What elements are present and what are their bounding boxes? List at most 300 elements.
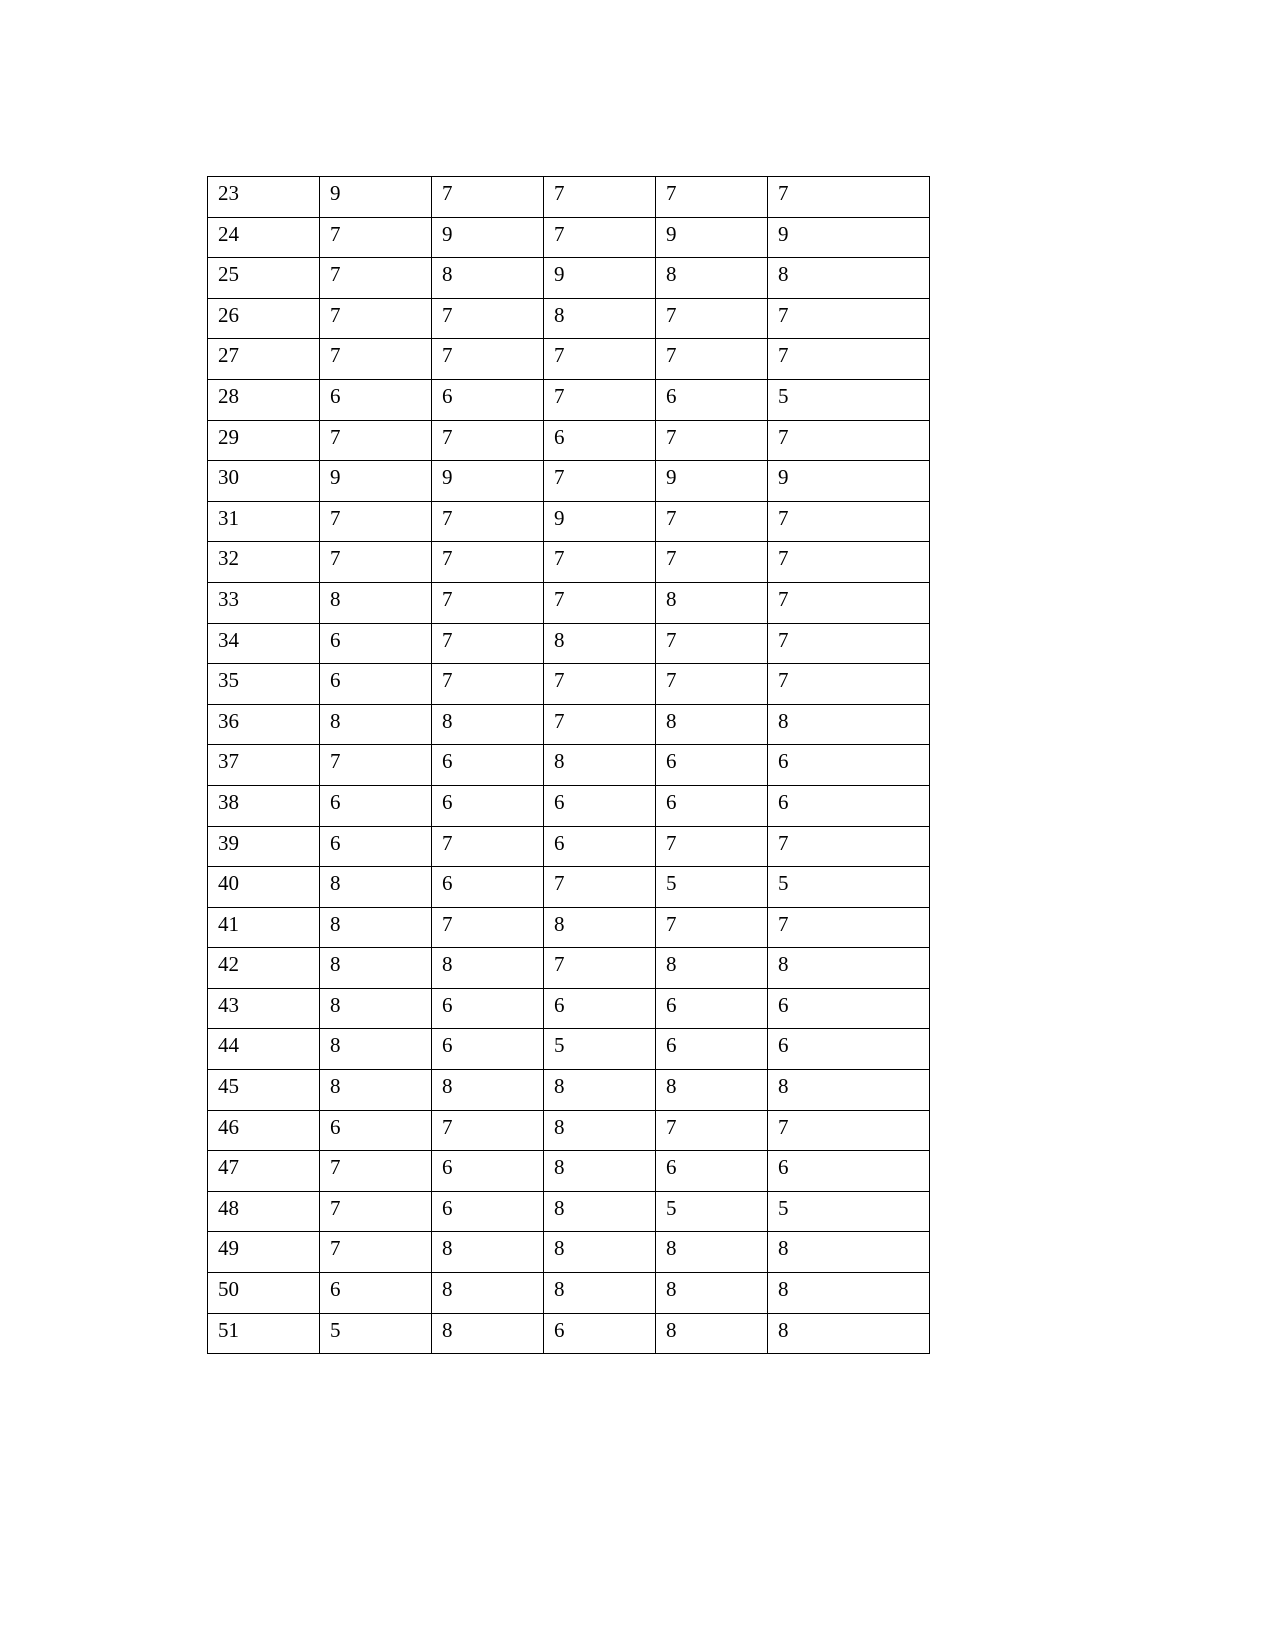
row-id-cell [208,217,320,258]
score-cell [768,948,930,989]
score-cell [544,988,656,1029]
cell-value: 43 [218,992,239,1017]
cell-value: 7 [330,546,341,571]
cell-value: 7 [554,952,565,977]
cell-value: 8 [666,952,677,977]
cell-value: 6 [442,992,453,1017]
row-id-cell [208,542,320,583]
score-cell [656,745,768,786]
score-cell [544,867,656,908]
score-cell [544,664,656,705]
cell-value: 8 [442,1277,453,1302]
cell-value: 7 [442,505,453,530]
score-cell [768,582,930,623]
score-cell [768,298,930,339]
cell-value: 7 [778,830,789,855]
cell-value: 8 [554,1277,565,1302]
score-cell [768,217,930,258]
cell-value: 7 [778,181,789,205]
score-cell [768,704,930,745]
cell-value: 5 [778,383,789,408]
cell-value: 8 [442,262,453,287]
row-id-cell [208,379,320,420]
score-cell [656,298,768,339]
cell-value: 8 [666,1277,677,1302]
score-cell [656,826,768,867]
cell-value: 7 [330,262,341,287]
score-cell [656,623,768,664]
cell-value: 7 [778,343,789,368]
cell-value: 36 [218,708,239,733]
row-id-cell [208,177,320,218]
score-cell [768,1273,930,1314]
row-id-cell [208,1232,320,1273]
cell-value: 7 [666,627,677,652]
score-cell [768,785,930,826]
cell-value: 8 [330,871,341,896]
score-cell [320,420,432,461]
row-id-cell [208,826,320,867]
score-cell [768,1029,930,1070]
table-row [208,582,930,623]
cell-value: 7 [778,911,789,936]
row-id-cell [208,1191,320,1232]
table-row [208,339,930,380]
cell-value: 8 [778,708,789,733]
score-cell [432,420,544,461]
cell-value: 9 [554,262,565,287]
score-cell [432,785,544,826]
score-cell [320,258,432,299]
score-cell [432,1191,544,1232]
cell-value: 49 [218,1236,239,1261]
cell-value: 33 [218,586,239,611]
cell-value: 8 [330,586,341,611]
cell-value: 7 [442,1114,453,1139]
cell-value: 6 [554,424,565,449]
score-cell [768,988,930,1029]
score-cell [768,1313,930,1354]
score-cell [656,1110,768,1151]
score-cell [544,785,656,826]
cell-value: 8 [554,1074,565,1099]
table-row [208,1110,930,1151]
cell-value: 9 [330,465,341,490]
table-row [208,867,930,908]
cell-value: 9 [666,465,677,490]
cell-value: 7 [666,911,677,936]
score-cell [656,1029,768,1070]
cell-value: 8 [778,1074,789,1099]
score-cell [768,664,930,705]
score-cell [768,867,930,908]
score-cell [544,1313,656,1354]
score-cell [544,704,656,745]
cell-value: 7 [554,221,565,246]
table-row [208,1232,930,1273]
score-cell [432,582,544,623]
score-cell [656,785,768,826]
table-row [208,745,930,786]
row-id-cell [208,988,320,1029]
score-cell [656,379,768,420]
score-cell [656,1232,768,1273]
score-cell [768,501,930,542]
cell-value: 9 [330,181,341,205]
score-cell [432,1151,544,1192]
score-cell [544,826,656,867]
cell-value: 47 [218,1155,239,1180]
score-cell [320,988,432,1029]
score-cell [432,745,544,786]
cell-value: 8 [554,302,565,327]
score-cell [544,582,656,623]
cell-value: 6 [442,383,453,408]
cell-value: 5 [666,1195,677,1220]
score-cell [544,258,656,299]
table-row [208,177,930,218]
cell-value: 9 [666,221,677,246]
cell-value: 7 [666,505,677,530]
cell-value: 7 [442,586,453,611]
cell-value: 46 [218,1114,239,1139]
score-cell [768,907,930,948]
cell-value: 9 [778,221,789,246]
score-cell [544,217,656,258]
cell-value: 6 [442,749,453,774]
score-cell [320,1273,432,1314]
cell-value: 7 [778,668,789,693]
cell-value: 7 [666,546,677,571]
score-cell [544,948,656,989]
cell-value: 8 [442,1317,453,1342]
cell-value: 7 [554,668,565,693]
score-cell [320,339,432,380]
score-cell [544,542,656,583]
score-cell [320,785,432,826]
cell-value: 7 [330,749,341,774]
cell-value: 7 [666,830,677,855]
cell-value: 7 [442,546,453,571]
cell-value: 7 [666,343,677,368]
cell-value: 7 [442,302,453,327]
score-cell [432,704,544,745]
score-cell [320,948,432,989]
score-cell [320,704,432,745]
row-id-cell [208,298,320,339]
score-cell [432,461,544,502]
score-cell [768,1191,930,1232]
score-cell [432,542,544,583]
row-id-cell [208,1313,320,1354]
cell-value: 8 [554,1236,565,1261]
cell-value: 8 [554,1155,565,1180]
score-cell [320,379,432,420]
cell-value: 7 [442,668,453,693]
table-row [208,988,930,1029]
table-row [208,420,930,461]
score-cell [320,867,432,908]
cell-value: 9 [442,465,453,490]
cell-value: 44 [218,1033,239,1058]
score-cell [768,420,930,461]
cell-value: 50 [218,1277,239,1302]
score-cell [320,1029,432,1070]
cell-value: 8 [778,1236,789,1261]
table-row [208,664,930,705]
score-cell [320,542,432,583]
score-cell [320,907,432,948]
row-id-cell [208,745,320,786]
cell-value: 7 [554,708,565,733]
cell-value: 31 [218,505,239,530]
cell-value: 5 [554,1033,565,1058]
cell-value: 42 [218,952,239,977]
score-cell [432,1273,544,1314]
cell-value: 32 [218,546,239,571]
table-row [208,542,930,583]
cell-value: 48 [218,1195,239,1220]
cell-value: 6 [442,1155,453,1180]
score-cell [656,1313,768,1354]
table-row [208,1151,930,1192]
score-cell [768,542,930,583]
cell-value: 5 [778,871,789,896]
cell-value: 7 [554,343,565,368]
score-cell [432,177,544,218]
cell-value: 45 [218,1074,239,1099]
cell-value: 8 [554,1114,565,1139]
cell-value: 8 [554,1195,565,1220]
cell-value: 39 [218,830,239,855]
score-cell [544,379,656,420]
cell-value: 6 [554,1317,565,1342]
cell-value: 7 [778,424,789,449]
score-cell [432,988,544,1029]
score-cell [320,1151,432,1192]
cell-value: 37 [218,749,239,774]
table-row [208,907,930,948]
score-cell [432,907,544,948]
cell-value: 9 [778,465,789,490]
score-cell [432,501,544,542]
score-cell [432,867,544,908]
cell-value: 8 [554,911,565,936]
cell-value: 5 [778,1195,789,1220]
score-cell [320,1191,432,1232]
table-row [208,1070,930,1111]
score-cell [656,258,768,299]
score-cell [320,1070,432,1111]
cell-value: 7 [778,1114,789,1139]
row-id-cell [208,258,320,299]
cell-value: 8 [330,1074,341,1099]
score-cell [432,1029,544,1070]
score-cell [656,420,768,461]
cell-value: 7 [330,1195,341,1220]
score-cell [656,704,768,745]
score-cell [432,298,544,339]
score-cell [656,948,768,989]
cell-value: 6 [330,668,341,693]
cell-value: 7 [442,343,453,368]
row-id-cell [208,1029,320,1070]
table-row [208,623,930,664]
cell-value: 6 [778,789,789,814]
table-row [208,785,930,826]
cell-value: 8 [778,1317,789,1342]
cell-value: 8 [778,952,789,977]
score-cell [544,1232,656,1273]
row-id-cell [208,867,320,908]
row-id-cell [208,1070,320,1111]
score-cell [544,1029,656,1070]
score-cell [544,298,656,339]
score-cell [544,1110,656,1151]
score-cell [656,664,768,705]
cell-value: 7 [778,505,789,530]
table-row [208,1029,930,1070]
cell-value: 6 [554,830,565,855]
cell-value: 6 [330,627,341,652]
cell-value: 6 [554,992,565,1017]
score-cell [656,988,768,1029]
cell-value: 6 [442,1033,453,1058]
score-cell [656,867,768,908]
cell-value: 25 [218,262,239,287]
score-cell [320,1110,432,1151]
cell-value: 6 [330,789,341,814]
cell-value: 7 [666,668,677,693]
cell-value: 29 [218,424,239,449]
cell-value: 6 [330,383,341,408]
table-row [208,379,930,420]
score-cell [768,461,930,502]
score-cell [320,582,432,623]
row-id-cell [208,704,320,745]
score-cell [544,461,656,502]
score-cell [768,1070,930,1111]
cell-value: 8 [778,1277,789,1302]
row-id-cell [208,501,320,542]
cell-value: 27 [218,343,239,368]
row-id-cell [208,461,320,502]
table-row [208,461,930,502]
cell-value: 6 [554,789,565,814]
table-row [208,1313,930,1354]
cell-value: 7 [778,627,789,652]
score-cell [656,1151,768,1192]
cell-value: 8 [330,992,341,1017]
table-row [208,1273,930,1314]
cell-value: 6 [666,749,677,774]
table-row [208,258,930,299]
score-cell [656,1070,768,1111]
score-cell [768,339,930,380]
row-id-cell [208,664,320,705]
cell-value: 6 [330,830,341,855]
score-cell [432,1313,544,1354]
score-cell [544,1273,656,1314]
score-cell [544,1151,656,1192]
row-id-cell [208,1151,320,1192]
cell-value: 9 [554,505,565,530]
score-cell [432,1110,544,1151]
score-cell [656,177,768,218]
score-cell [656,542,768,583]
cell-value: 5 [666,871,677,896]
score-cell [432,623,544,664]
cell-value: 5 [330,1317,341,1342]
cell-value: 7 [554,383,565,408]
score-cell [768,1232,930,1273]
cell-value: 8 [554,627,565,652]
score-cell [432,258,544,299]
score-cell [768,379,930,420]
score-cell [320,1313,432,1354]
cell-value: 6 [666,1155,677,1180]
cell-value: 6 [778,1033,789,1058]
score-cell [768,258,930,299]
table-row [208,948,930,989]
row-id-cell [208,785,320,826]
cell-value: 8 [666,262,677,287]
cell-value: 7 [330,505,341,530]
cell-value: 8 [330,1033,341,1058]
cell-value: 6 [442,871,453,896]
cell-value: 7 [778,586,789,611]
score-cell [656,582,768,623]
score-cell [432,664,544,705]
cell-value: 7 [442,424,453,449]
row-id-cell [208,623,320,664]
cell-value: 34 [218,627,239,652]
cell-value: 8 [666,586,677,611]
score-cell [432,1232,544,1273]
cell-value: 9 [442,221,453,246]
score-cell [544,1191,656,1232]
cell-value: 8 [666,708,677,733]
table-row [208,298,930,339]
cell-value: 6 [778,749,789,774]
score-cell [320,623,432,664]
cell-value: 8 [778,262,789,287]
row-id-cell [208,907,320,948]
cell-value: 8 [666,1317,677,1342]
cell-value: 35 [218,668,239,693]
cell-value: 7 [666,1114,677,1139]
cell-value: 6 [778,992,789,1017]
cell-value: 7 [442,181,453,205]
cell-value: 6 [330,1114,341,1139]
row-id-cell [208,1110,320,1151]
cell-value: 7 [442,627,453,652]
cell-value: 7 [666,302,677,327]
score-cell [544,501,656,542]
table-row [208,501,930,542]
cell-value: 6 [666,992,677,1017]
score-cell [432,948,544,989]
score-cell [656,501,768,542]
score-cell [768,1110,930,1151]
score-cell [768,826,930,867]
score-cell [544,745,656,786]
cell-value: 6 [666,383,677,408]
score-cell [432,379,544,420]
score-cell [768,177,930,218]
cell-value: 7 [554,546,565,571]
cell-value: 8 [442,952,453,977]
